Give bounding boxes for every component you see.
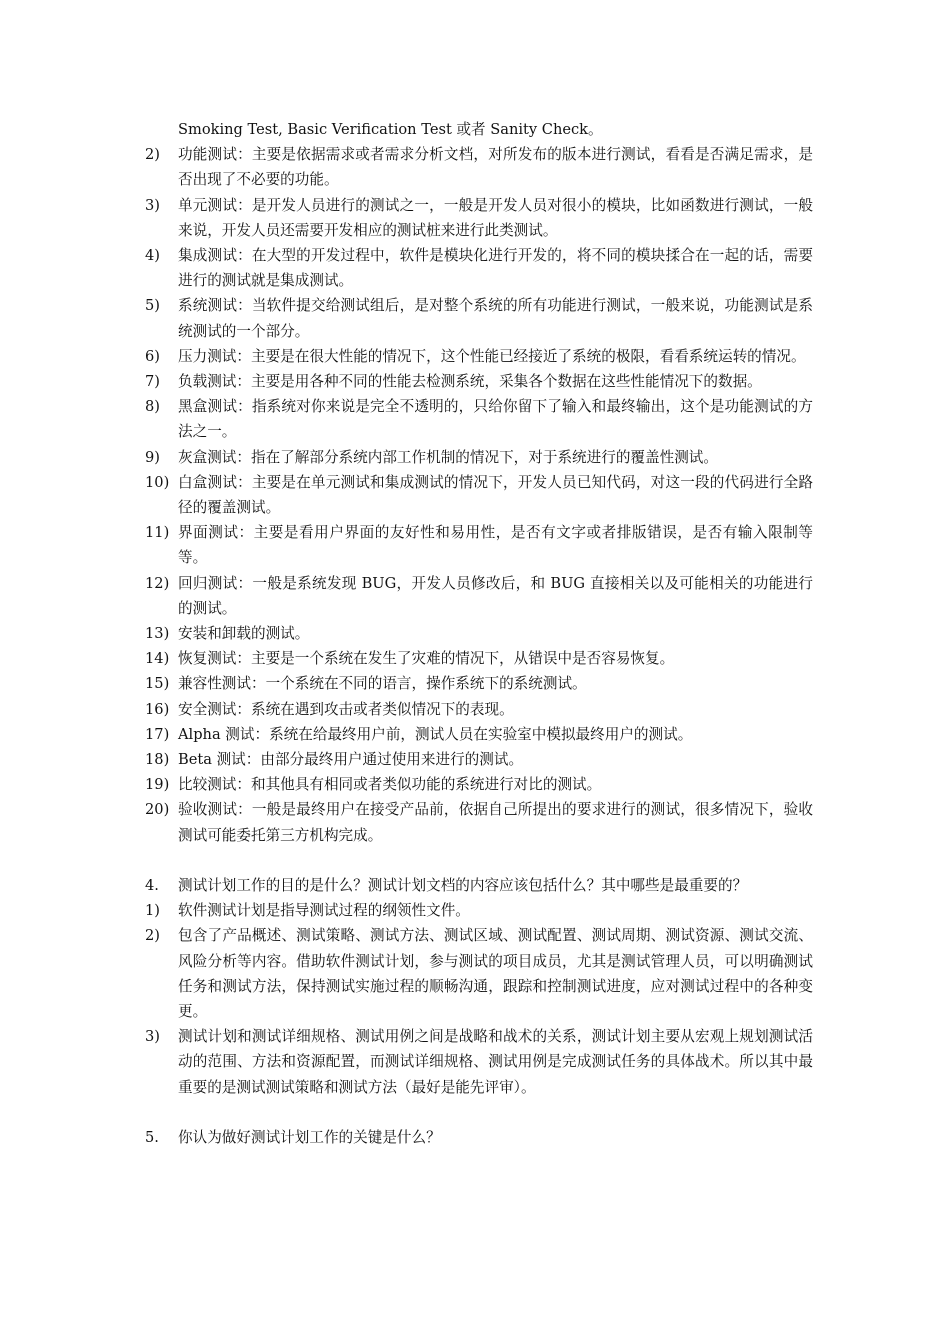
- list-item: [145, 722, 813, 747]
- item-number: 13): [145, 625, 170, 643]
- item-number: 20): [145, 801, 170, 819]
- list-item: [145, 571, 813, 621]
- item-text: 验收测试：一般是最终用户在接受产品前，依据自己所提出的要求进行的测试，很多情况下，验收测试可能委托第三方机构完成。: [178, 801, 813, 844]
- item-number: 15): [145, 675, 170, 693]
- item-number: 11): [145, 524, 170, 542]
- item-text: 单元测试：是开发人员进行的测试之一，一般是开发人员对很小的模块，比如函数进行测试，一般来说，开发人员还需要开发相应的测试桩来进行此类测试。: [178, 196, 813, 239]
- item-number: 3): [145, 1028, 160, 1046]
- item-number: 12): [145, 574, 170, 592]
- item-text: 恢复测试：主要是一个系统在发生了灾难的情况下，从错误中是否容易恢复。: [178, 650, 675, 668]
- list-item: [145, 193, 813, 243]
- list-item: [145, 520, 813, 570]
- item-text: 灰盒测试：指在了解部分系统内部工作机制的情况下，对于系统进行的覆盖性测试。: [178, 448, 718, 466]
- item-text: 兼容性测试：一个系统在不同的语言，操作系统下的系统测试。: [178, 675, 587, 693]
- list-item: [145, 772, 813, 797]
- document-body: [145, 117, 813, 1150]
- list-item: [145, 747, 813, 772]
- item-text: 包含了产品概述、测试策略、测试方法、测试区域、测试配置、测试周期、测试资源、测试交流、风险分析等内容。借助软件测试计划，参与测试的项目成员，尤其是测试管理人员，可以明确测试任务和测试方法，保持测试实施过程的顺畅沟通，跟踪和控制测试进度，应对测试过程中的各种变更。: [178, 927, 813, 1020]
- list-item: [145, 797, 813, 847]
- item-text: 比较测试：和其他具有相同或者类似功能的系统进行对比的测试。: [178, 776, 602, 794]
- item-number: 8): [145, 398, 160, 416]
- list-item: [145, 243, 813, 293]
- item-number: 14): [145, 650, 170, 668]
- test-plan-answer-list: [145, 898, 813, 1100]
- item-number: 3): [145, 196, 160, 214]
- item-number: 17): [145, 725, 170, 743]
- question-number: 5.: [145, 1128, 159, 1146]
- item-text: 安装和卸载的测试。: [178, 625, 310, 643]
- item-number: 18): [145, 751, 170, 769]
- list-item: [145, 923, 813, 1024]
- list-item: [145, 394, 813, 444]
- list-item: [145, 142, 813, 192]
- item-text: Beta 测试：由部分最终用户通过使用来进行的测试。: [178, 751, 524, 769]
- paragraph-spacer: [145, 1100, 813, 1125]
- item-text: 压力测试：主要是在很大性能的情况下，这个性能已经接近了系统的极限，看看系统运转的情况。: [178, 347, 806, 365]
- list-item: [145, 898, 813, 923]
- question-5: [145, 1125, 813, 1150]
- item-number: 1): [145, 902, 160, 920]
- intro-text: Smoking Test, Basic Verification Test 或者 Sanity Check。: [178, 121, 603, 138]
- item-number: 6): [145, 347, 160, 365]
- list-item: [145, 646, 813, 671]
- item-number: 9): [145, 448, 160, 466]
- item-number: 10): [145, 473, 170, 491]
- item-number: 4): [145, 247, 160, 265]
- testing-types-list: [145, 142, 813, 848]
- list-item: [145, 621, 813, 646]
- question-number: 4.: [145, 876, 159, 894]
- item-text: 系统测试：当软件提交给测试组后，是对整个系统的所有功能进行测试，一般来说，功能测试是系统测试的一个部分。: [178, 297, 813, 340]
- item-number: 5): [145, 297, 160, 315]
- list-item: [145, 445, 813, 470]
- list-item: [145, 671, 813, 696]
- item-text: 黑盒测试：指系统对你来说是完全不透明的，只给你留下了输入和最终输出，这个是功能测试的方法之一。: [178, 398, 813, 441]
- item-text: 集成测试：在大型的开发过程中，软件是模块化进行开发的，将不同的模块揉合在一起的话，需要进行的测试就是集成测试。: [178, 247, 813, 290]
- item-number: 7): [145, 373, 160, 391]
- item-text: 软件测试计划是指导测试过程的纲领性文件。: [178, 902, 470, 920]
- list-item: [145, 344, 813, 369]
- list-item: [145, 369, 813, 394]
- paragraph-spacer: [145, 848, 813, 873]
- list-item: [145, 1024, 813, 1100]
- item-text: 测试计划和测试详细规格、测试用例之间是战略和战术的关系，测试计划主要从宏观上规划测试活动的范围、方法和资源配置，而测试详细规格、测试用例是完成测试任务的具体战术。所以其中最重要的是测试测试策略和测试方法（最好是能先评审）。: [178, 1028, 813, 1096]
- question-4: [145, 873, 813, 898]
- item-text: 界面测试：主要是看用户界面的友好性和易用性，是否有文字或者排版错误，是否有输入限制等等。: [178, 524, 813, 567]
- item-text: 回归测试：一般是系统发现 BUG，开发人员修改后，和 BUG 直接相关以及可能相关的功能进行的测试。: [178, 574, 813, 617]
- item-number: 16): [145, 700, 170, 718]
- item-number: 2): [145, 927, 160, 945]
- item-text: Alpha 测试：系统在给最终用户前，测试人员在实验室中模拟最终用户的测试。: [178, 725, 693, 743]
- item-number: 19): [145, 776, 170, 794]
- item-text: 白盒测试：主要是在单元测试和集成测试的情况下，开发人员已知代码，对这一段的代码进行全路径的覆盖测试。: [178, 473, 813, 517]
- continued-line: [145, 117, 813, 142]
- list-item: [145, 293, 813, 343]
- question-text: 测试计划工作的目的是什么？测试计划文档的内容应该包括什么？其中哪些是最重要的？: [178, 876, 748, 894]
- item-number: 2): [145, 146, 160, 164]
- list-item: [145, 470, 813, 520]
- question-text: 你认为做好测试计划工作的关键是什么？: [178, 1128, 441, 1146]
- list-item: [145, 697, 813, 722]
- item-text: 负载测试：主要是用各种不同的性能去检测系统，采集各个数据在这些性能情况下的数据。: [178, 373, 762, 391]
- item-text: 功能测试：主要是依据需求或者需求分析文档，对所发布的版本进行测试，看看是否满足需求，是否出现了不必要的功能。: [178, 146, 813, 189]
- item-text: 安全测试：系统在遇到攻击或者类似情况下的表现。: [178, 700, 514, 718]
